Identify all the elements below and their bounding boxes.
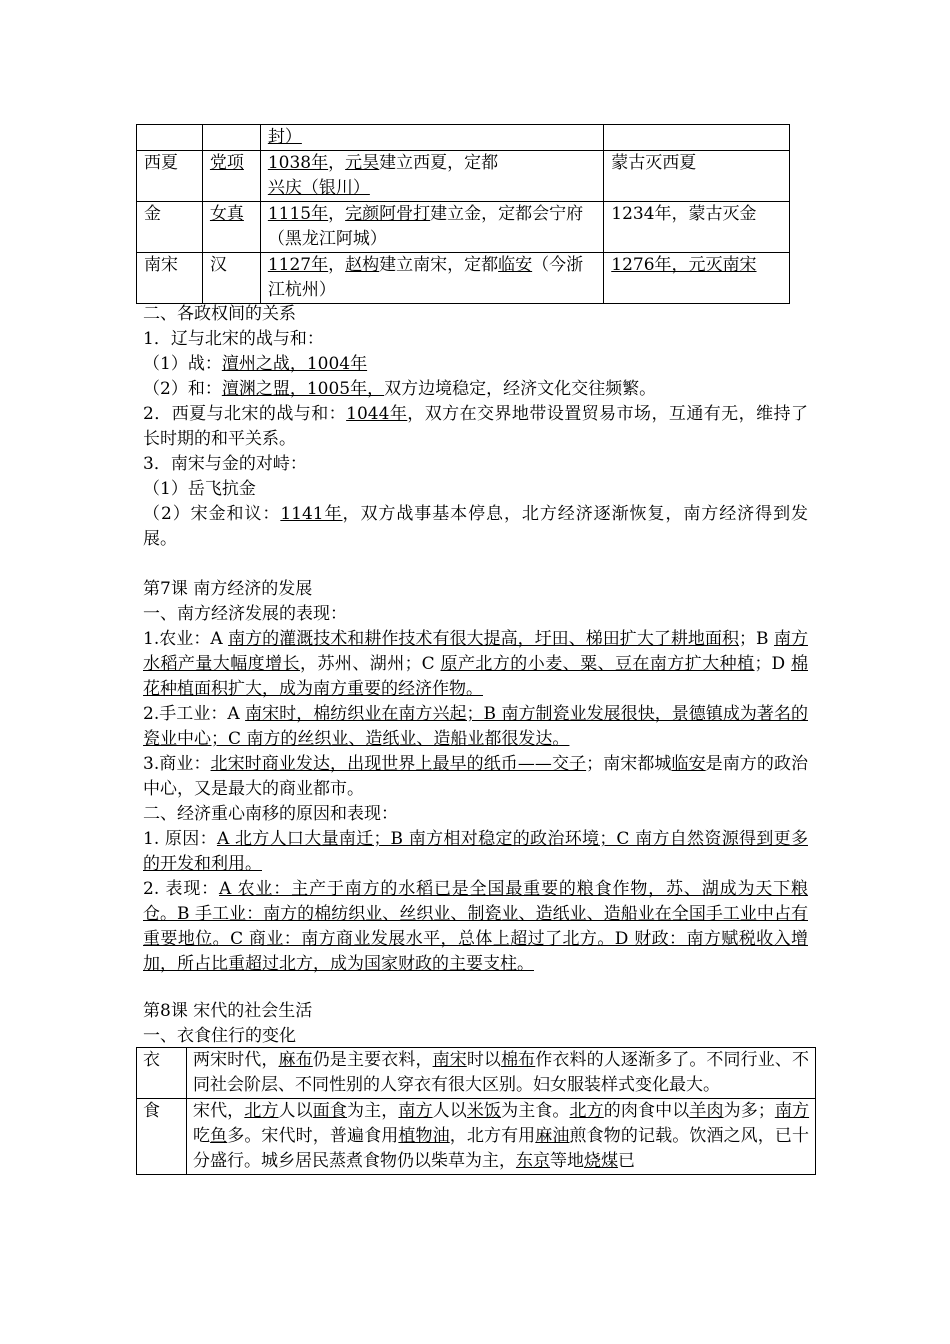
lesson-title: 第8课 宋代的社会生活 (143, 1001, 313, 1021)
section-lesson7 (143, 577, 808, 977)
table-cell: 蒙古灭西夏 (604, 151, 790, 202)
section-heading: 二、各政权间的关系 (143, 304, 296, 324)
table-cell: 1234年，蒙古灭金 (604, 202, 790, 253)
table-row (137, 1048, 816, 1099)
table-cell: 1127年，赵构建立南宋，定都临安（今浙江杭州） (260, 253, 603, 304)
paragraph: （1）岳飞抗金 (143, 479, 256, 499)
table-row (137, 253, 790, 304)
life-table (136, 1047, 816, 1175)
category-label: 食 (137, 1099, 187, 1175)
paragraph: 2．西夏与北宋的战与和：1044年，双方在交界地带设置贸易市场，互通有无，维持了长时期的和平关系。 (143, 404, 809, 449)
paragraph: 3.商业：北宋时商业发达，出现世界上最早的纸币——交子；南宋都城临安是南方的政治中心，又是最大的商业都市。 (143, 754, 809, 799)
table-cell (604, 125, 790, 151)
table-cell: 1115年，完颜阿骨打建立金，定都会宁府（黑龙江阿城） (260, 202, 603, 253)
dynasty-table (136, 124, 790, 304)
section-heading: 一、衣食住行的变化 (143, 1026, 296, 1046)
paragraph: 2. 表现：A 农业：主产于南方的水稻已是全国最重要的粮食作物，苏、湖成为天下粮仓。B 手工业：南方的棉纺织业、丝织业、制瓷业、造纸业、造船业在全国手工业中占有重要地位。C 商业：南方商业发展水平，总体上超过了北方。D 财政：南方赋税收入增加，所占比重超过北方，成为国家财政的主要支柱。 (143, 879, 809, 974)
section-lesson8 (143, 999, 808, 1049)
table-cell: 党项 (202, 151, 260, 202)
table-cell: 宋代，北方人以面食为主，南方人以米饭为主食。北方的肉食中以羊肉为多；南方吃鱼多。宋代时，普遍食用植物油，北方有用麻油煎食物的记载。饮酒之风，已十分盛行。城乡居民蒸煮食物仍以柴草为主，东京等地烧煤已 (186, 1099, 815, 1175)
paragraph: （2）和：澶渊之盟，1005年，双方边境稳定，经济文化交往频繁。 (143, 379, 657, 399)
table-row (137, 125, 790, 151)
lesson-title: 第7课 南方经济的发展 (143, 579, 313, 599)
table-cell: 封） (260, 125, 603, 151)
paragraph: 2.手工业：A 南宋时，棉纺织业在南方兴起；B 南方制瓷业发展很快，景德镇成为著名的瓷业中心；C 南方的丝织业、造纸业、造船业都很发达。 (143, 704, 808, 749)
table-row (137, 202, 790, 253)
table-row (137, 151, 790, 202)
paragraph: 1．辽与北宋的战与和： (143, 329, 324, 349)
table-cell: 女真 (202, 202, 260, 253)
section-heading: 二、经济重心南移的原因和表现： (143, 804, 398, 824)
table-row (137, 1099, 816, 1175)
section-heading: 一、南方经济发展的表现： (143, 604, 347, 624)
regime-name: 金 (137, 202, 203, 253)
table-cell: 汉 (202, 253, 260, 304)
table-cell (137, 125, 203, 151)
table-cell: 1276年，元灭南宋 (604, 253, 790, 304)
paragraph: 1.农业：A 南方的灌溉技术和耕作技术有很大提高，圩田、梯田扩大了耕地面积；B 南方水稻产量大幅度增长，苏州、湖州；C 原产北方的小麦、粟、豆在南方扩大种植；D 棉花种植面积扩大，成为南方重要的经济作物。 (143, 629, 809, 699)
regime-name: 西夏 (137, 151, 203, 202)
paragraph: （1）战：澶州之战，1004年 (143, 354, 368, 374)
regime-name: 南宋 (137, 253, 203, 304)
section-relations (143, 302, 808, 552)
table-cell: 两宋时代，麻布仍是主要衣料，南宋时以棉布作衣料的人逐渐多了。不同行业、不同社会阶层、不同性别的人穿衣有很大区别。妇女服装样式变化最大。 (186, 1048, 815, 1099)
table-cell (202, 125, 260, 151)
table-cell: 1038年，元昊建立西夏，定都兴庆（银川） (260, 151, 603, 202)
paragraph: 3．南宋与金的对峙： (143, 454, 307, 474)
paragraph: 1. 原因：A 北方人口大量南迁；B 南方相对稳定的政治环境；C 南方自然资源得到更多的开发和利用。 (143, 829, 808, 874)
paragraph: （2）宋金和议：1141年，双方战事基本停息，北方经济逐渐恢复，南方经济得到发展。 (143, 504, 809, 549)
category-label: 衣 (137, 1048, 187, 1099)
